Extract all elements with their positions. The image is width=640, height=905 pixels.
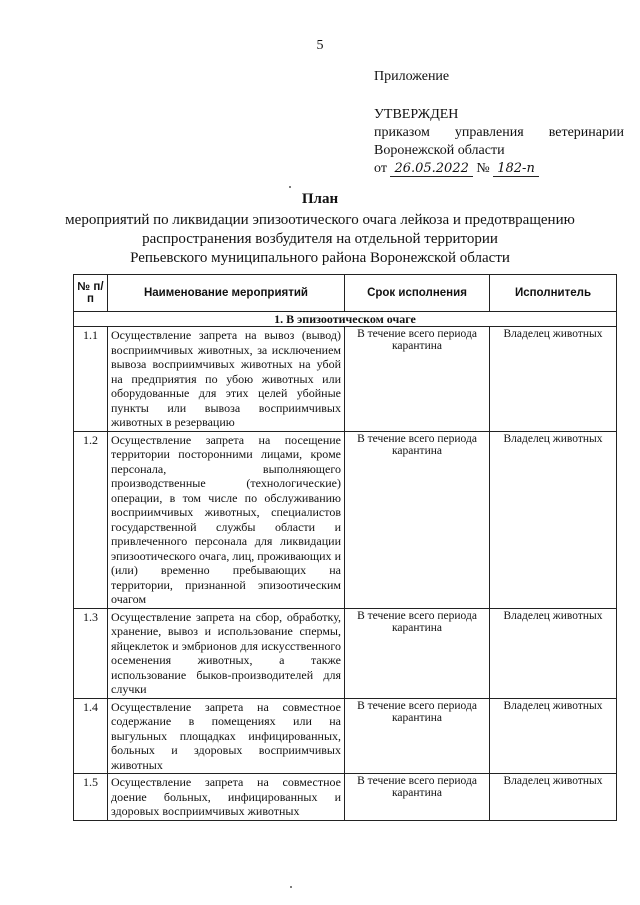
header-name: Наименование мероприятий (108, 275, 345, 312)
table-row (74, 774, 617, 821)
row-term: В течение всего периода карантина (345, 431, 490, 608)
row-executor: Владелец животных (490, 327, 617, 432)
row-num: 1.1 (74, 327, 108, 432)
order-line (374, 124, 624, 142)
appendix-label: Приложение (374, 69, 450, 84)
table-row (74, 698, 617, 774)
header-num: № п/п (74, 275, 108, 312)
row-executor: Владелец животных (490, 774, 617, 821)
scan-speck (289, 186, 291, 188)
title-line-3: Репьевского муниципального района Воронежской области (130, 250, 510, 266)
title-line-2: распространения возбудителя на отдельной территории (142, 231, 498, 247)
veterinary-word: ветеринарии (548, 125, 624, 140)
header-term: Срок исполнения (345, 275, 490, 312)
row-name: Осуществление запрета на совместное доение больных, инфицированных и здоровых восприимчивых животных (108, 774, 345, 821)
row-executor: Владелец животных (490, 431, 617, 608)
region-line: Воронежской области (374, 143, 505, 158)
row-term: В течение всего периода карантина (345, 327, 490, 432)
order-word: приказом (374, 125, 430, 140)
row-name: Осуществление запрета на совместное содержание в помещениях или на выгульных площадках инфицированных, больных и здоровых восприимчивых животных (108, 698, 345, 774)
title-heading: План (301, 191, 339, 207)
approval-block (374, 68, 624, 178)
row-term: В течение всего периода карантина (345, 774, 490, 821)
row-num: 1.3 (74, 608, 108, 698)
title-line-1: мероприятий по ликвидации эпизоотического очага лейкоза и предотвращению (65, 212, 575, 228)
measures-table (73, 274, 617, 821)
row-term: В течение всего периода карантина (345, 608, 490, 698)
row-term: В течение всего периода карантина (345, 698, 490, 774)
table-row (74, 608, 617, 698)
date-value: 26.05.2022 (390, 161, 472, 177)
row-num: 1.5 (74, 774, 108, 821)
document-title (20, 190, 620, 268)
row-name: Осуществление запрета на посещение территории посторонними лицами, кроме персонала, выполняющего производственные (технологические) операции, в том числе по обслуживанию восприимчивых животных, специалистов государственной службы области и привлеченного персонала для ликвидации эпизоотического очага, лиц, проживающих и (или) временно пребывающих на территории, признанной эпизоотическим очагом (108, 431, 345, 608)
row-name: Осуществление запрета на сбор, обработку, хранение, вывоз и использование спермы, яйцеклеток и эмбрионов для искусственного осеменения животных, а также использование быков-производителей для случки (108, 608, 345, 698)
row-num: 1.2 (74, 431, 108, 608)
row-executor: Владелец животных (490, 608, 617, 698)
section-row (74, 312, 617, 327)
table-row (74, 431, 617, 608)
scan-speck (290, 886, 292, 888)
date-number-line (374, 160, 624, 178)
table-header-row (74, 275, 617, 312)
number-prefix: № (476, 161, 490, 176)
row-num: 1.4 (74, 698, 108, 774)
date-prefix: от (374, 161, 387, 176)
header-executor: Исполнитель (490, 275, 617, 312)
table-row (74, 327, 617, 432)
row-name: Осуществление запрета на вывоз (вывод) восприимчивых животных, за исключением вывоза восприимчивых животных на убой на предприятия по убою животных или оборудованные для этих целей убойные пункты или вывоза восприимчивых животных в резервацию (108, 327, 345, 432)
approved-label: УТВЕРЖДЕН (374, 107, 459, 122)
department-word: управления (454, 125, 524, 140)
section-title: 1. В эпизоотическом очаге (74, 312, 617, 327)
number-value: 182-п (493, 161, 539, 177)
page-number: 5 (316, 38, 324, 53)
row-executor: Владелец животных (490, 698, 617, 774)
